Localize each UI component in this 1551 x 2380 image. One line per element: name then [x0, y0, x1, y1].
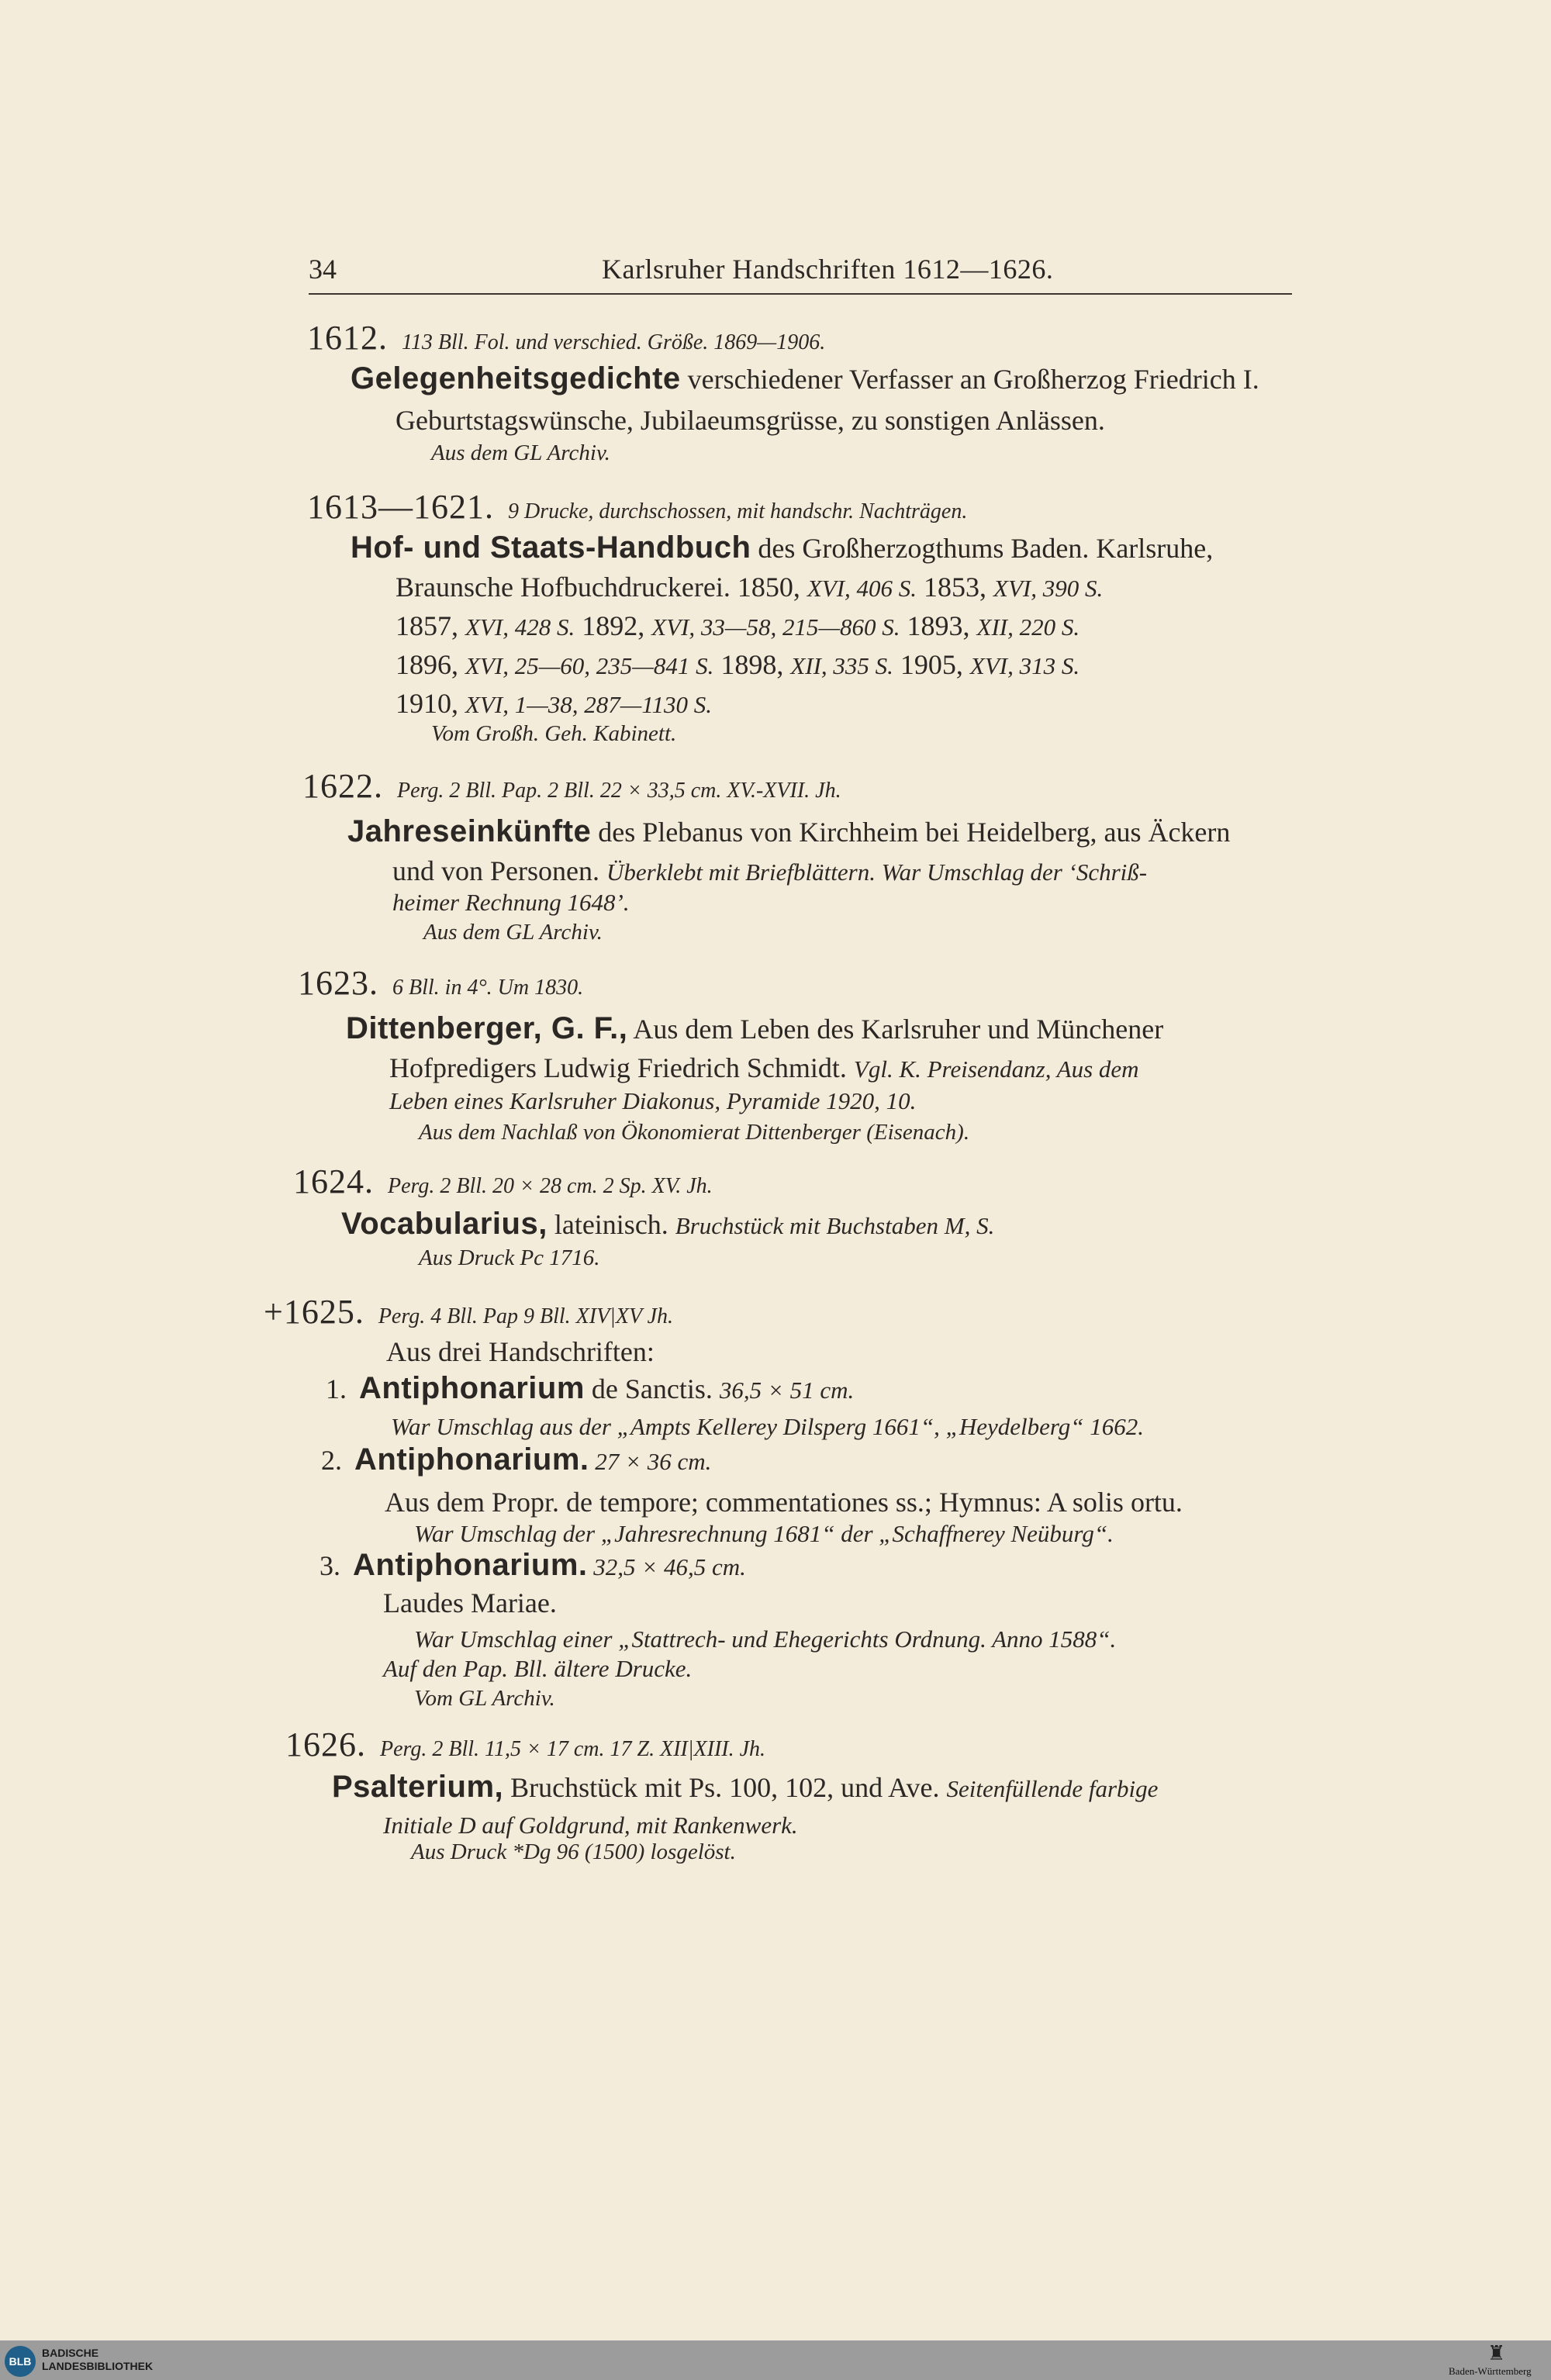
text: 1896,	[396, 649, 465, 680]
entry-meta: Perg. 4 Bll. Pap 9 Bll. XIV|XV Jh.	[378, 1304, 674, 1328]
entry-number: 1624.	[293, 1162, 374, 1200]
page-number: 34	[309, 254, 337, 285]
item-title: Antiphonarium.	[353, 1548, 588, 1582]
text-italic: XVI, 390 S.	[993, 575, 1104, 602]
library-name-line2: LANDESBIBLIOTHEK	[42, 2360, 154, 2372]
entry-text: Aus drei Handschriften:	[386, 1336, 655, 1367]
sub-item-1	[326, 1371, 854, 1406]
running-title: Karlsruher Handschriften 1612—1626.	[602, 254, 1054, 285]
viewer-footer-bar	[0, 2340, 1551, 2380]
entry-text: Initiale D auf Goldgrund, mit Rankenwerk.	[383, 1812, 798, 1839]
text-italic: Überklebt mit Briefblättern. War Umschlag der ‘Schriß-	[606, 858, 1148, 886]
text-italic: 36,5 × 51 cm.	[719, 1377, 855, 1404]
entry-text: lateinisch.	[547, 1209, 675, 1240]
text: 1853,	[917, 572, 994, 603]
item-text: Aus dem Propr. de tempore; commentationes ss.; Hymnus: A solis ortu.	[385, 1487, 1183, 1518]
text: 1898,	[713, 649, 791, 680]
item-note: War Umschlag aus der „Ampts Kellerey Dilsperg 1661“, „Heydelberg“ 1662.	[391, 1413, 1145, 1440]
header-rule	[309, 293, 1292, 295]
blb-logo-icon[interactable]: BLB	[5, 2346, 36, 2377]
text-italic: XVI, 1—38, 287—1130 S.	[465, 691, 713, 718]
item-note: War Umschlag der „Jahresrechnung 1681“ der „Schaffnerey Neüburg“.	[414, 1520, 1114, 1547]
sub-item-3	[320, 1548, 746, 1583]
text-italic: XVI, 428 S.	[465, 613, 575, 641]
entry-title: Jahreseinkünfte	[347, 814, 592, 848]
entry-provenance: Vom Großh. Geh. Kabinett.	[431, 721, 677, 746]
text: Hofpredigers Ludwig Friedrich Schmidt.	[389, 1052, 854, 1083]
text: 1892,	[575, 610, 652, 641]
text-italic: XVI, 406 S.	[807, 575, 917, 602]
text: 1910,	[396, 688, 465, 719]
sub-item-2	[321, 1442, 711, 1477]
entry-provenance: Aus dem GL Archiv.	[423, 920, 603, 945]
entry-title: Vocabularius,	[341, 1207, 548, 1241]
entry-text-line	[396, 687, 712, 720]
entry-number: 1626.	[285, 1725, 366, 1763]
entry-note: Auf den Pap. Bll. ältere Drucke.	[383, 1655, 693, 1682]
entry-title: Dittenberger, G. F.,	[346, 1011, 628, 1045]
entry-text-line	[389, 1052, 1139, 1084]
text: 1857,	[396, 610, 465, 641]
entry-meta: Perg. 2 Bll. Pap. 2 Bll. 22 × 33,5 cm. XV.-XVII. Jh.	[397, 779, 841, 803]
entry-text-line	[396, 610, 1079, 642]
text: de Sanctis.	[584, 1373, 720, 1404]
text-italic: XII, 335 S.	[790, 652, 893, 679]
text-italic: Vgl. K. Preisendanz, Aus dem	[853, 1055, 1139, 1083]
text: 1905,	[893, 649, 970, 680]
library-name	[42, 2347, 153, 2373]
entry-number: 1623.	[298, 964, 378, 1002]
text-italic: 32,5 × 46,5 cm.	[587, 1553, 746, 1580]
entry-number: +1625.	[264, 1293, 364, 1331]
entry-text-italic: Seitenfüllende farbige	[946, 1775, 1159, 1802]
entry-text: des Plebanus von Kirchheim bei Heidelberg, aus Äckern	[591, 817, 1231, 848]
text: 1893,	[900, 610, 977, 641]
entry-meta: Perg. 2 Bll. 20 × 28 cm. 2 Sp. XV. Jh.	[388, 1174, 713, 1198]
entry-text: Bruchstück mit Ps. 100, 102, und Ave.	[503, 1772, 947, 1803]
entry-text: des Großherzogthums Baden. Karlsruhe,	[751, 533, 1214, 564]
entry-text: Aus dem Leben des Karlsruher und Münchener	[627, 1014, 1164, 1045]
entry-provenance: Vom GL Archiv.	[414, 1686, 555, 1711]
entry-text: verschiedener Verfasser an Großherzog Friedrich I.	[680, 364, 1259, 395]
text-italic: XII, 220 S.	[976, 613, 1080, 641]
text-italic: XVI, 33—58, 215—860 S.	[651, 613, 900, 641]
state-coat-of-arms-icon: ♜	[1487, 2342, 1506, 2365]
entry-provenance: Aus dem Nachlaß von Ökonomierat Dittenberger (Eisenach).	[419, 1120, 970, 1145]
entry-text-italic: Bruchstück mit Buchstaben M, S.	[675, 1212, 995, 1239]
library-name-line1: BADISCHE	[42, 2347, 99, 2359]
entry-number: 1622.	[302, 767, 383, 805]
entry-text: Leben eines Karlsruher Diakonus, Pyramide 1920, 10.	[389, 1087, 917, 1114]
text: und von Personen.	[392, 855, 606, 886]
entry-number: 1613—1621.	[307, 488, 494, 526]
entry-provenance: Aus Druck *Dg 96 (1500) losgelöst.	[411, 1839, 736, 1864]
running-head	[309, 253, 1317, 287]
entry-text: Geburtstagswünsche, Jubilaeumsgrüsse, zu sonstigen Anlässen.	[396, 405, 1105, 436]
state-name: Baden-Württemberg	[1449, 2365, 1532, 2377]
entry-meta: 113 Bll. Fol. und verschied. Größe. 1869—1906.	[402, 330, 826, 354]
text-italic: 27 × 36 cm.	[589, 1448, 712, 1475]
item-text: Laudes Mariae.	[383, 1587, 557, 1618]
entry-meta: 9 Drucke, durchschossen, mit handschr. Nachträgen.	[508, 499, 968, 523]
item-number: 3.	[320, 1550, 340, 1581]
item-title: Antiphonarium	[359, 1371, 585, 1405]
entry-text-line	[396, 571, 1103, 603]
entry-title: Gelegenheitsgedichte	[351, 361, 681, 396]
item-number: 2.	[321, 1445, 342, 1476]
entry-meta: Perg. 2 Bll. 11,5 × 17 cm. 17 Z. XII|XIII. Jh.	[380, 1737, 766, 1761]
entry-title: Hof- und Staats-Handbuch	[351, 530, 751, 565]
entry-meta: 6 Bll. in 4°. Um 1830.	[392, 976, 584, 1000]
entry-text-line	[392, 855, 1147, 887]
entry-text: heimer Rechnung 1648’.	[392, 889, 630, 916]
entry-number: 1612.	[307, 319, 388, 357]
item-note: War Umschlag einer „Stattrech- und Ehegerichts Ordnung. Anno 1588“.	[414, 1625, 1117, 1653]
text-italic: XVI, 313 S.	[969, 652, 1080, 679]
entry-title: Psalterium,	[332, 1770, 504, 1804]
entry-provenance: Aus Druck Pc 1716.	[419, 1245, 600, 1270]
entry-provenance: Aus dem GL Archiv.	[431, 440, 610, 465]
item-title: Antiphonarium.	[354, 1442, 589, 1477]
text-italic: XVI, 25—60, 235—841 S.	[465, 652, 714, 679]
entry-text-line	[396, 648, 1079, 681]
item-number: 1.	[326, 1373, 347, 1404]
text: Braunsche Hofbuchdruckerei. 1850,	[396, 572, 807, 603]
